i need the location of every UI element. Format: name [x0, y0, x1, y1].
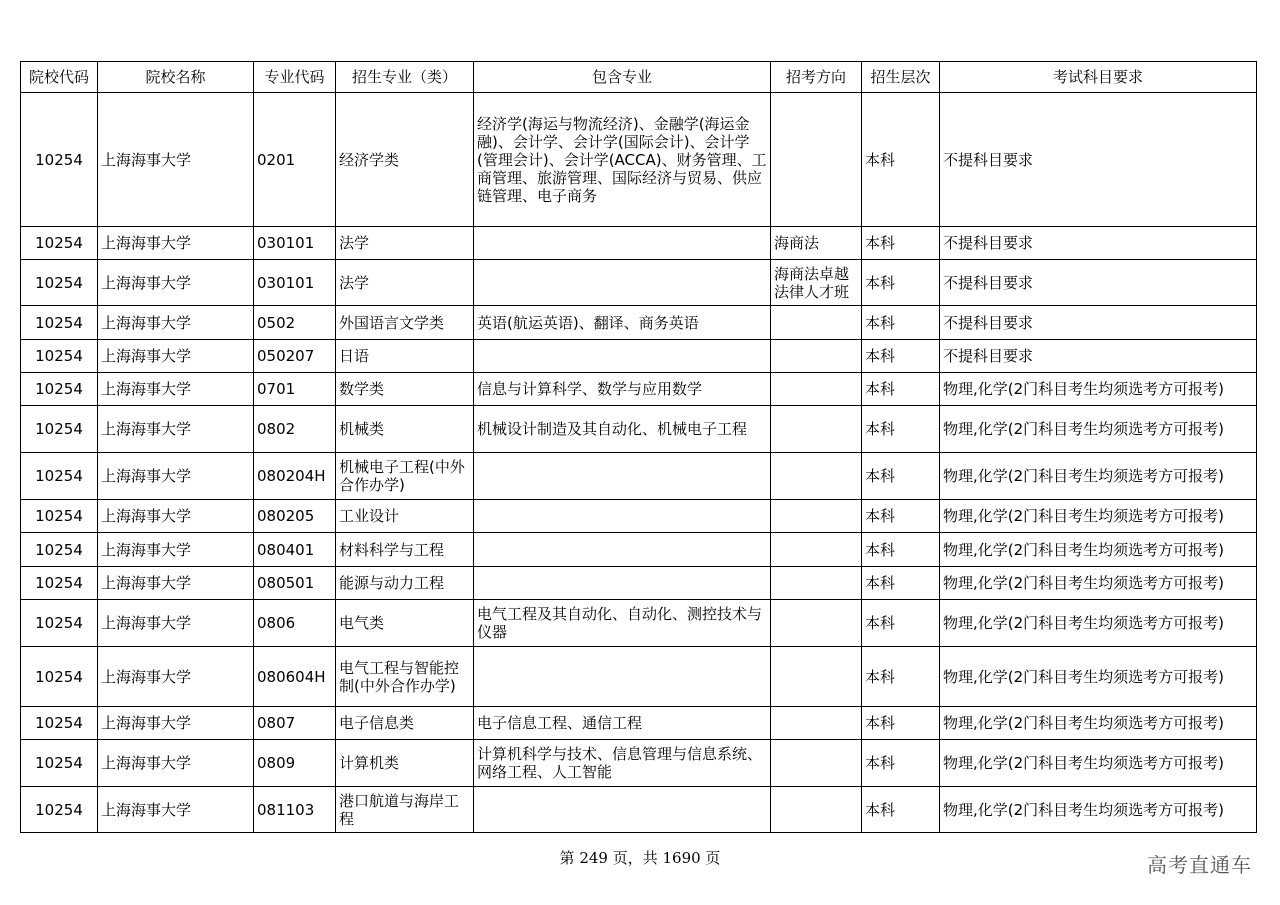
school-name-cell: 上海海事大学	[98, 500, 254, 533]
direction-cell	[771, 340, 862, 373]
major-category-cell: 电气工程与智能控制(中外合作办学)	[336, 647, 474, 707]
included-majors-cell: 英语(航运英语)、翻译、商务英语	[474, 306, 771, 340]
major-code-cell: 0802	[254, 406, 336, 453]
direction-cell	[771, 707, 862, 740]
header-major-code: 专业代码	[254, 62, 336, 93]
subject-requirements-cell: 物理,化学(2门科目考生均须选考方可报考)	[940, 453, 1257, 500]
school-code-cell: 10254	[21, 600, 98, 647]
table-row	[21, 340, 1257, 373]
school-name-cell: 上海海事大学	[98, 600, 254, 647]
school-code-cell: 10254	[21, 227, 98, 260]
school-name-cell: 上海海事大学	[98, 647, 254, 707]
school-code-cell: 10254	[21, 340, 98, 373]
school-name-cell: 上海海事大学	[98, 373, 254, 406]
table-body	[21, 93, 1257, 833]
major-code-cell: 080204H	[254, 453, 336, 500]
level-cell: 本科	[862, 453, 940, 500]
school-code-cell: 10254	[21, 740, 98, 787]
direction-cell	[771, 787, 862, 833]
major-code-cell: 080205	[254, 500, 336, 533]
header-direction: 招考方向	[771, 62, 862, 93]
school-name-cell: 上海海事大学	[98, 707, 254, 740]
table-header	[21, 62, 1257, 93]
included-majors-cell: 计算机科学与技术、信息管理与信息系统、网络工程、人工智能	[474, 740, 771, 787]
level-cell: 本科	[862, 647, 940, 707]
table-row	[21, 647, 1257, 707]
direction-cell	[771, 306, 862, 340]
major-category-cell: 法学	[336, 227, 474, 260]
school-name-cell: 上海海事大学	[98, 260, 254, 306]
direction-cell	[771, 93, 862, 227]
level-cell: 本科	[862, 306, 940, 340]
subject-requirements-cell: 物理,化学(2门科目考生均须选考方可报考)	[940, 707, 1257, 740]
direction-cell	[771, 647, 862, 707]
header-level: 招生层次	[862, 62, 940, 93]
included-majors-cell: 信息与计算科学、数学与应用数学	[474, 373, 771, 406]
page-number: 第 249 页，共 1690 页	[559, 849, 721, 867]
school-code-cell: 10254	[21, 787, 98, 833]
major-code-cell: 0806	[254, 600, 336, 647]
subject-requirements-cell: 物理,化学(2门科目考生均须选考方可报考)	[940, 533, 1257, 567]
school-code-cell: 10254	[21, 406, 98, 453]
table-row	[21, 567, 1257, 600]
major-category-cell: 法学	[336, 260, 474, 306]
header-school-code: 院校代码	[21, 62, 98, 93]
school-code-cell: 10254	[21, 93, 98, 227]
included-majors-cell	[474, 500, 771, 533]
level-cell: 本科	[862, 340, 940, 373]
direction-cell: 海商法	[771, 227, 862, 260]
major-category-cell: 能源与动力工程	[336, 567, 474, 600]
direction-cell	[771, 567, 862, 600]
subject-requirements-cell: 物理,化学(2门科目考生均须选考方可报考)	[940, 647, 1257, 707]
subject-requirements-cell: 不提科目要求	[940, 306, 1257, 340]
level-cell: 本科	[862, 740, 940, 787]
school-code-cell: 10254	[21, 260, 98, 306]
header-included-majors: 包含专业	[474, 62, 771, 93]
included-majors-cell	[474, 533, 771, 567]
table-row	[21, 707, 1257, 740]
level-cell: 本科	[862, 93, 940, 227]
header-subject-requirements: 考试科目要求	[940, 62, 1257, 93]
table-row	[21, 406, 1257, 453]
school-name-cell: 上海海事大学	[98, 227, 254, 260]
table-row	[21, 533, 1257, 567]
subject-requirements-cell: 物理,化学(2门科目考生均须选考方可报考)	[940, 600, 1257, 647]
level-cell: 本科	[862, 787, 940, 833]
subject-requirements-cell: 物理,化学(2门科目考生均须选考方可报考)	[940, 740, 1257, 787]
included-majors-cell: 经济学(海运与物流经济)、金融学(海运金融)、会计学、会计学(国际会计)、会计学(管理会计)、会计学(ACCA)、财务管理、工商管理、旅游管理、国际经济与贸易、供应链管理、电子商务	[474, 93, 771, 227]
subject-requirements-cell: 不提科目要求	[940, 93, 1257, 227]
direction-cell	[771, 533, 862, 567]
included-majors-cell	[474, 567, 771, 600]
school-code-cell: 10254	[21, 453, 98, 500]
major-category-cell: 电气类	[336, 600, 474, 647]
school-code-cell: 10254	[21, 707, 98, 740]
subject-requirements-cell: 物理,化学(2门科目考生均须选考方可报考)	[940, 500, 1257, 533]
major-category-cell: 工业设计	[336, 500, 474, 533]
subject-requirements-cell: 物理,化学(2门科目考生均须选考方可报考)	[940, 406, 1257, 453]
table-row	[21, 787, 1257, 833]
table-row	[21, 93, 1257, 227]
school-name-cell: 上海海事大学	[98, 740, 254, 787]
school-name-cell: 上海海事大学	[98, 406, 254, 453]
included-majors-cell: 机械设计制造及其自动化、机械电子工程	[474, 406, 771, 453]
major-category-cell: 日语	[336, 340, 474, 373]
major-category-cell: 电子信息类	[336, 707, 474, 740]
major-category-cell: 材料科学与工程	[336, 533, 474, 567]
major-category-cell: 机械类	[336, 406, 474, 453]
included-majors-cell: 电子信息工程、通信工程	[474, 707, 771, 740]
school-code-cell: 10254	[21, 306, 98, 340]
school-name-cell: 上海海事大学	[98, 93, 254, 227]
direction-cell	[771, 406, 862, 453]
direction-cell	[771, 373, 862, 406]
major-code-cell: 0201	[254, 93, 336, 227]
level-cell: 本科	[862, 373, 940, 406]
major-code-cell: 080401	[254, 533, 336, 567]
major-category-cell: 机械电子工程(中外合作办学)	[336, 453, 474, 500]
major-code-cell: 030101	[254, 227, 336, 260]
school-name-cell: 上海海事大学	[98, 306, 254, 340]
level-cell: 本科	[862, 707, 940, 740]
major-code-cell: 081103	[254, 787, 336, 833]
header-school-name: 院校名称	[98, 62, 254, 93]
major-category-cell: 港口航道与海岸工程	[336, 787, 474, 833]
direction-cell	[771, 740, 862, 787]
included-majors-cell	[474, 647, 771, 707]
level-cell: 本科	[862, 406, 940, 453]
table-row	[21, 600, 1257, 647]
major-code-cell: 0701	[254, 373, 336, 406]
direction-cell	[771, 600, 862, 647]
major-category-cell: 经济学类	[336, 93, 474, 227]
level-cell: 本科	[862, 600, 940, 647]
major-category-cell: 外国语言文学类	[336, 306, 474, 340]
requirements-table	[20, 61, 1257, 833]
included-majors-cell	[474, 340, 771, 373]
major-code-cell: 050207	[254, 340, 336, 373]
direction-cell	[771, 500, 862, 533]
major-code-cell: 080501	[254, 567, 336, 600]
table-row	[21, 740, 1257, 787]
direction-cell	[771, 453, 862, 500]
subject-requirements-cell: 不提科目要求	[940, 260, 1257, 306]
included-majors-cell	[474, 787, 771, 833]
watermark: 高考直通车	[1147, 853, 1252, 877]
major-code-cell: 0809	[254, 740, 336, 787]
major-category-cell: 计算机类	[336, 740, 474, 787]
major-code-cell: 0502	[254, 306, 336, 340]
school-name-cell: 上海海事大学	[98, 340, 254, 373]
level-cell: 本科	[862, 260, 940, 306]
school-name-cell: 上海海事大学	[98, 533, 254, 567]
school-code-cell: 10254	[21, 500, 98, 533]
table-row	[21, 227, 1257, 260]
level-cell: 本科	[862, 227, 940, 260]
school-name-cell: 上海海事大学	[98, 453, 254, 500]
header-row	[21, 62, 1257, 93]
table-row	[21, 373, 1257, 406]
direction-cell: 海商法卓越法律人才班	[771, 260, 862, 306]
level-cell: 本科	[862, 533, 940, 567]
subject-requirements-cell: 不提科目要求	[940, 227, 1257, 260]
level-cell: 本科	[862, 567, 940, 600]
school-name-cell: 上海海事大学	[98, 787, 254, 833]
major-code-cell: 080604H	[254, 647, 336, 707]
subject-requirements-cell: 物理,化学(2门科目考生均须选考方可报考)	[940, 787, 1257, 833]
school-code-cell: 10254	[21, 373, 98, 406]
school-name-cell: 上海海事大学	[98, 567, 254, 600]
major-category-cell: 数学类	[336, 373, 474, 406]
level-cell: 本科	[862, 500, 940, 533]
table-row	[21, 500, 1257, 533]
table-row	[21, 453, 1257, 500]
subject-requirements-cell: 物理,化学(2门科目考生均须选考方可报考)	[940, 373, 1257, 406]
included-majors-cell	[474, 227, 771, 260]
header-major-category: 招生专业（类）	[336, 62, 474, 93]
included-majors-cell: 电气工程及其自动化、自动化、测控技术与仪器	[474, 600, 771, 647]
included-majors-cell	[474, 260, 771, 306]
school-code-cell: 10254	[21, 647, 98, 707]
included-majors-cell	[474, 453, 771, 500]
subject-requirements-cell: 不提科目要求	[940, 340, 1257, 373]
major-code-cell: 0807	[254, 707, 336, 740]
table-row	[21, 260, 1257, 306]
table-row	[21, 306, 1257, 340]
school-code-cell: 10254	[21, 533, 98, 567]
subject-requirements-cell: 物理,化学(2门科目考生均须选考方可报考)	[940, 567, 1257, 600]
major-code-cell: 030101	[254, 260, 336, 306]
school-code-cell: 10254	[21, 567, 98, 600]
